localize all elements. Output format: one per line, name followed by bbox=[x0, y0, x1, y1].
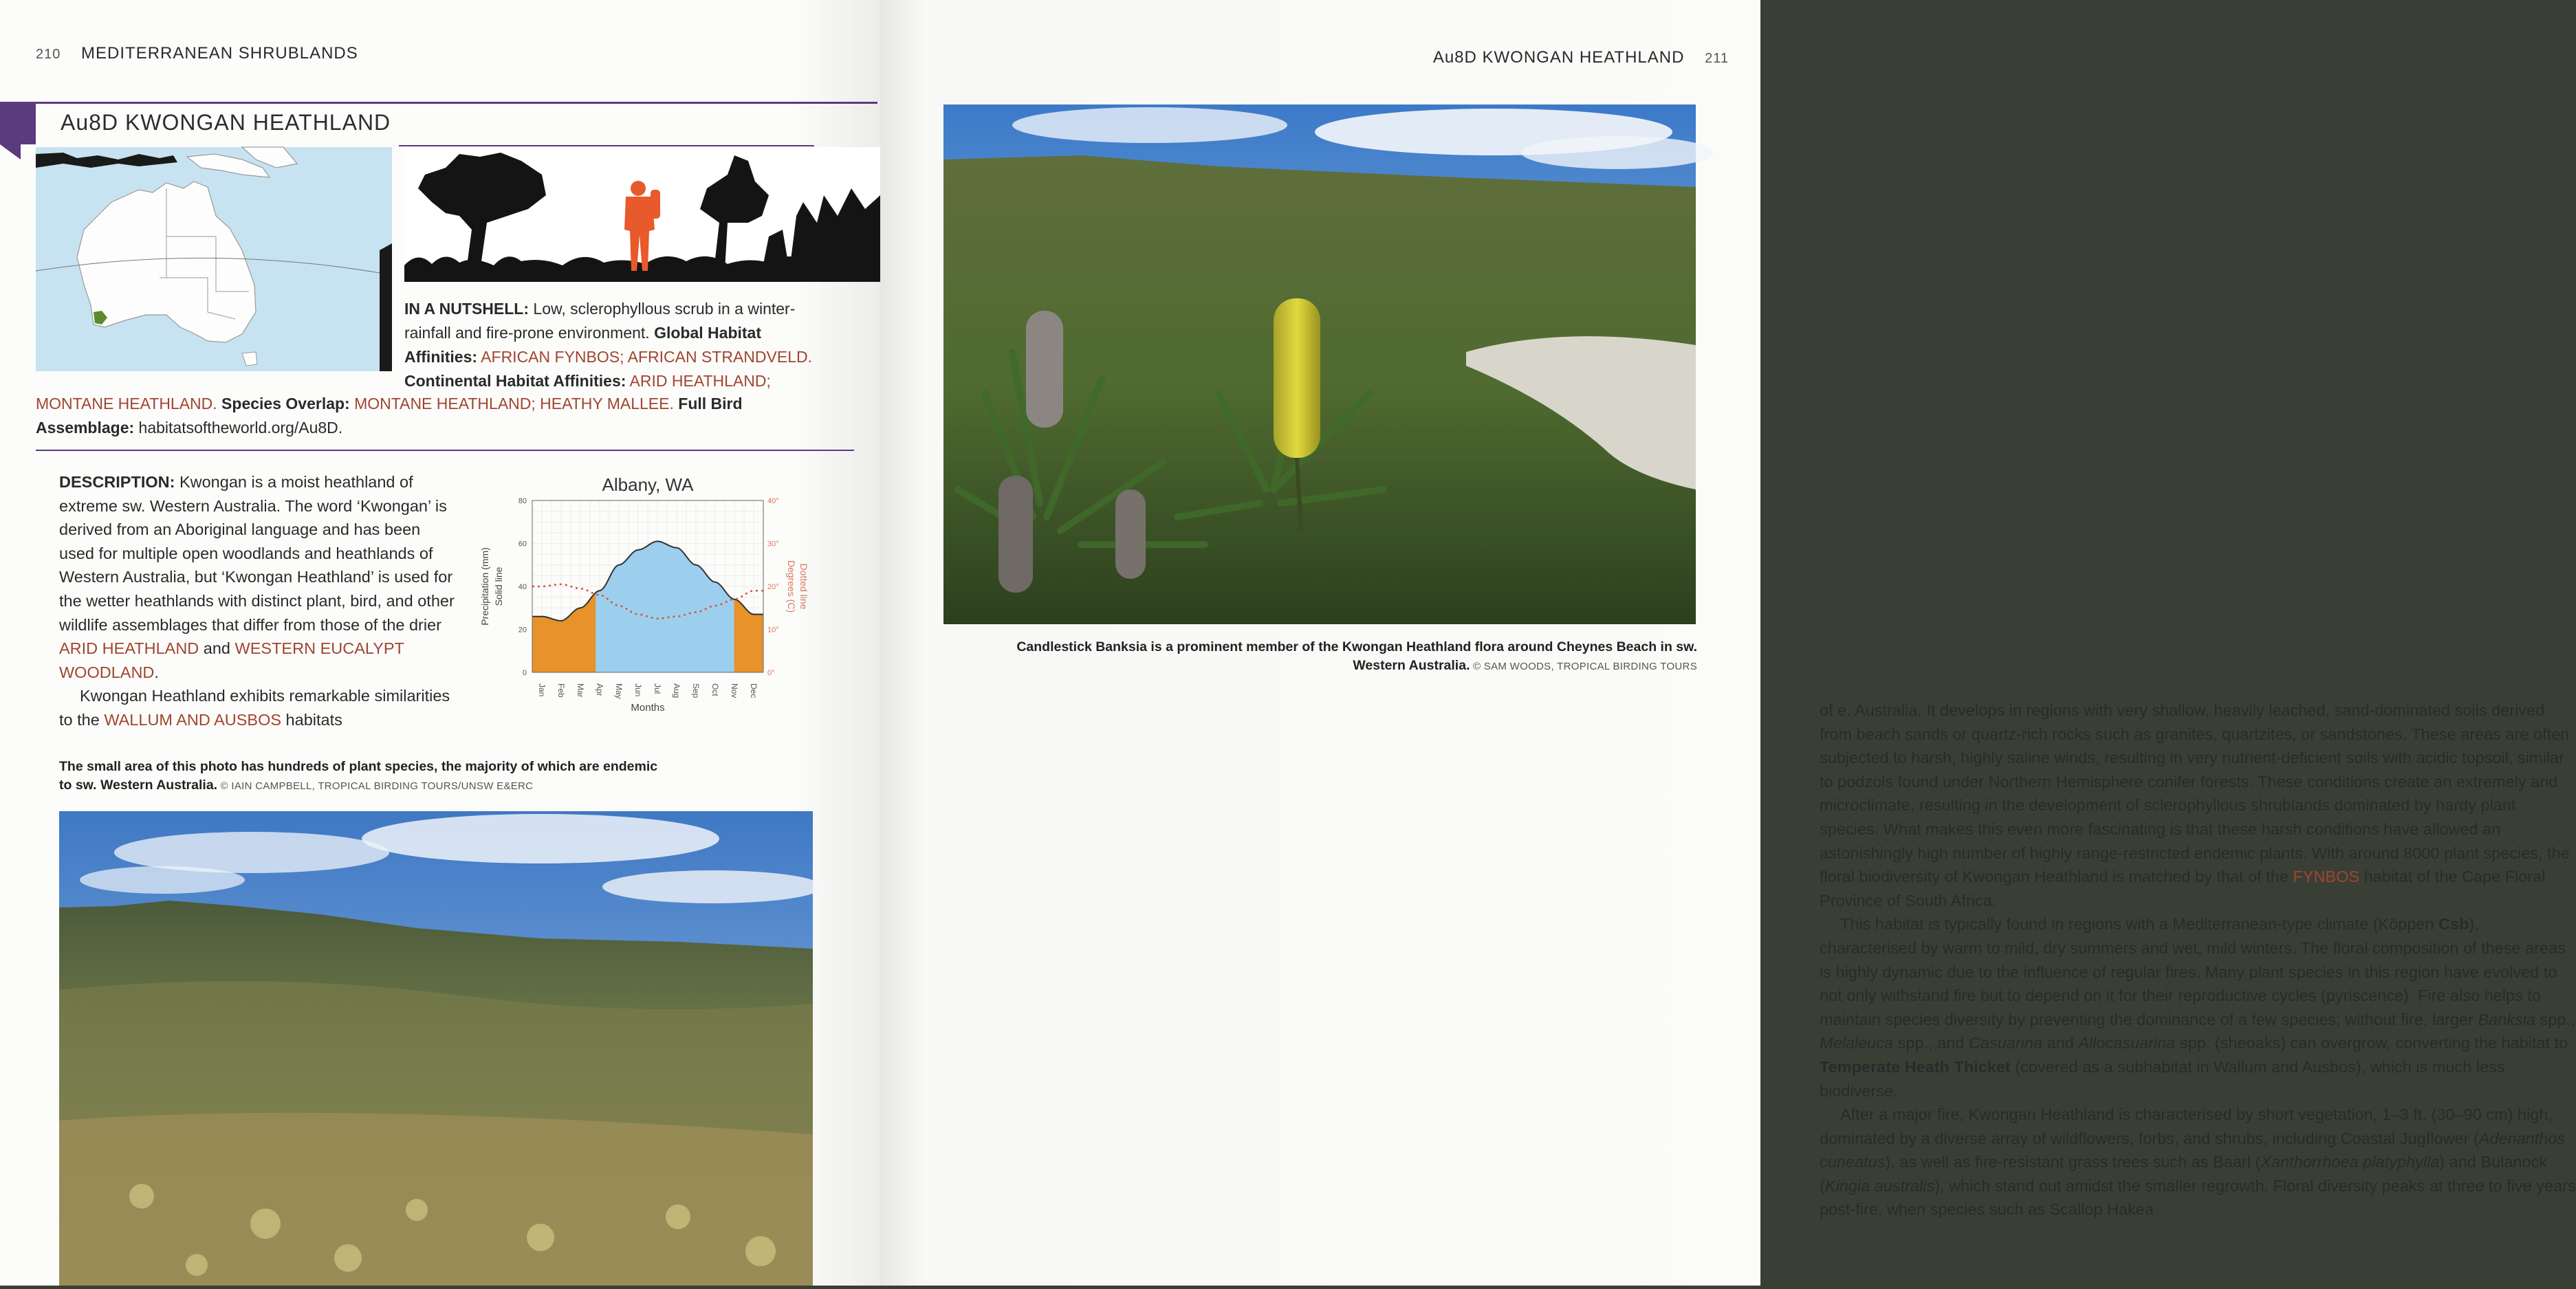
banksia-photo-credit: © SAM WOODS, TROPICAL BIRDING TOURS bbox=[1470, 661, 1697, 672]
x-tick-label: Oct bbox=[710, 683, 720, 696]
precip-area bbox=[706, 573, 708, 672]
precip-area bbox=[549, 618, 552, 672]
y-tick-right: 0° bbox=[767, 669, 775, 677]
precip-area bbox=[710, 578, 712, 672]
precip-area bbox=[682, 551, 684, 672]
precip-area bbox=[565, 618, 567, 672]
precip-area bbox=[721, 586, 723, 672]
precip-area bbox=[711, 580, 713, 672]
nutshell-label: IN A NUTSHELL: bbox=[404, 300, 530, 318]
lower-photo-caption bbox=[59, 758, 664, 795]
precip-area bbox=[552, 619, 554, 672]
y-tick-right: 40° bbox=[767, 497, 779, 505]
y-axis-label-right-2: Dotted line bbox=[798, 563, 809, 610]
y-tick-left: 80 bbox=[518, 497, 527, 505]
precip-area bbox=[694, 564, 696, 672]
precip-area bbox=[748, 611, 750, 672]
habitat-silhouette bbox=[404, 147, 880, 282]
y-tick-left: 40 bbox=[518, 583, 527, 591]
precip-area bbox=[542, 617, 544, 672]
description-label: DESCRIPTION: bbox=[59, 473, 175, 491]
precip-area bbox=[708, 576, 710, 672]
precip-area bbox=[692, 563, 694, 672]
precip-area bbox=[679, 548, 681, 672]
x-tick-label: Dec bbox=[749, 683, 758, 698]
left-page bbox=[0, 0, 880, 1286]
title-underline bbox=[399, 145, 814, 146]
precip-area bbox=[571, 613, 573, 672]
precip-area bbox=[576, 608, 578, 672]
left-page-number: 210 bbox=[36, 47, 61, 62]
y-tick-left: 60 bbox=[518, 540, 527, 549]
description-p1: Kwongan is a moist heathland of extreme sw. Western Australia. The word ‘Kwongan’ is derived from an Aboriginal language and has been used for multiple open woodlands and heathlands of Western Australia, but ‘Kwongan Heathland’ is used for the wetter heathlands with distinct plant, bird, and other wildlife assemblages that differ from those of the drier bbox=[59, 473, 455, 634]
banksia-caption-text: Candlestick Banksia is a prominent member of the Kwongan Heathland flora around Cheynes Beach in sw. Western Australia. bbox=[1016, 639, 1697, 673]
precip-area bbox=[580, 608, 582, 672]
precip-area bbox=[602, 588, 604, 672]
precip-area bbox=[715, 582, 717, 672]
precip-area bbox=[546, 617, 548, 672]
x-tick-label: Feb bbox=[556, 683, 566, 698]
precip-area bbox=[634, 550, 636, 672]
precip-area bbox=[736, 599, 739, 672]
precip-area bbox=[604, 585, 606, 672]
nutshell-summary: Low, sclerophyllous scrub in a winter-rainfall and fire-prone environment. bbox=[404, 300, 796, 342]
precip-area bbox=[575, 609, 577, 672]
taxon-xanthorrhoea: Xanthorrhoea platyphylla bbox=[2260, 1153, 2440, 1171]
precip-area bbox=[657, 541, 659, 672]
precip-area bbox=[586, 602, 588, 672]
bird-assemblage-url[interactable]: habitatsoftheworld.org/Au8D. bbox=[134, 419, 343, 437]
precip-area bbox=[611, 571, 613, 672]
precip-area bbox=[646, 546, 648, 672]
precip-area bbox=[578, 608, 580, 672]
precip-area bbox=[556, 620, 558, 672]
precip-area bbox=[719, 584, 721, 672]
temperate-heath-thicket: Temperate Heath Thicket bbox=[1820, 1057, 2011, 1076]
link-arid-heathland[interactable]: ARID HEATHLAND bbox=[59, 639, 199, 658]
precip-area bbox=[557, 620, 559, 672]
continental-affinity-link-2[interactable]: MONTANE HEATHLAND. bbox=[36, 395, 217, 412]
precip-area bbox=[752, 614, 754, 672]
precip-area bbox=[703, 571, 706, 672]
taxon-melaleuca: Melaleuca bbox=[1820, 1034, 1894, 1053]
precip-area bbox=[684, 554, 686, 672]
habitat-tab-marker bbox=[0, 102, 36, 144]
precip-area bbox=[588, 599, 590, 672]
species-overlap-links[interactable]: MONTANE HEATHLAND; HEATHY MALLEE. bbox=[349, 395, 674, 412]
taxon-kingia: Kingia australis bbox=[1824, 1176, 1935, 1195]
precip-area bbox=[624, 560, 626, 672]
x-tick-label: Jan bbox=[537, 683, 547, 697]
precip-area bbox=[730, 597, 732, 672]
body-p3-c: ) and Bulanock ( bbox=[1820, 1153, 2548, 1195]
precip-area bbox=[727, 593, 729, 672]
precip-area bbox=[662, 542, 664, 672]
x-tick-label: Nov bbox=[730, 683, 739, 698]
precip-area bbox=[592, 595, 594, 672]
y-tick-right: 30° bbox=[767, 540, 779, 549]
precip-area bbox=[563, 619, 565, 672]
precip-area bbox=[621, 563, 623, 672]
left-section-title: MEDITERRANEAN SHRUBLANDS bbox=[81, 44, 358, 63]
precip-area bbox=[596, 591, 598, 672]
x-tick-label: Jul bbox=[653, 683, 662, 694]
body-p2-d: spp., and bbox=[1893, 1034, 1969, 1053]
x-tick-label: Sep bbox=[691, 683, 701, 698]
body-p2-b: ), characterised by warm to mild, dry summers and wet, mild winters. The floral composition of these areas is highly dynamic due to the influence of regular fires. Many plant species in this region have evolved to not only withstand fire but to depend on it for their reproductive cycles (pyriscence). Fire also helps to maintain species diversity by preventing the dominance of a few species; without fire, larger bbox=[1820, 915, 2566, 1028]
precip-area bbox=[638, 550, 640, 672]
koppen-code: Csb bbox=[2438, 915, 2469, 934]
taxon-allocasuarina: Allocasuarina bbox=[2078, 1034, 2176, 1053]
body-p2-c: spp., bbox=[2535, 1010, 2575, 1028]
precip-area bbox=[650, 543, 652, 672]
precip-area bbox=[559, 621, 561, 672]
precip-area bbox=[609, 574, 611, 672]
banksia-caption bbox=[975, 638, 1697, 676]
body-p2: This habitat is typically found in regions with a Mediterranean-type climate (Köppen bbox=[1840, 915, 2438, 934]
chart-title: Albany, WA bbox=[602, 474, 694, 495]
precip-area bbox=[544, 617, 546, 672]
precip-area bbox=[617, 565, 619, 672]
body-p3-d: ), which stand out amidst the smaller regrowth. Floral diversity peaks at three to five years post-fire, when species such as Scallop Hakea bbox=[1820, 1176, 2576, 1219]
continental-affinity-link[interactable]: ARID HEATHLAND; bbox=[626, 372, 771, 390]
description-text bbox=[59, 470, 458, 732]
precip-area bbox=[644, 547, 646, 672]
precip-area bbox=[613, 568, 615, 672]
y-tick-right: 10° bbox=[767, 626, 779, 635]
bird-assemblage-label: Full Bird Assemblage: bbox=[36, 395, 743, 437]
x-axis-label: Months bbox=[631, 702, 665, 714]
precip-area bbox=[729, 595, 731, 672]
body-p3-b: ), as well as fire-resistant grass trees such as Baarl ( bbox=[1885, 1153, 2261, 1171]
climate-chart bbox=[474, 470, 811, 718]
x-tick-label: May bbox=[614, 683, 624, 699]
precip-area bbox=[623, 562, 625, 672]
section-divider bbox=[36, 450, 854, 451]
precip-area bbox=[573, 610, 575, 672]
precip-area bbox=[633, 551, 635, 672]
precip-area bbox=[652, 542, 654, 672]
description-p1-and: and bbox=[199, 639, 235, 658]
precip-area bbox=[663, 542, 665, 672]
precip-area bbox=[600, 590, 602, 672]
body-p2-e: and bbox=[2042, 1034, 2079, 1053]
precip-area bbox=[605, 582, 607, 672]
precip-area bbox=[732, 599, 734, 672]
precip-area bbox=[598, 591, 600, 672]
range-map bbox=[36, 147, 392, 371]
precip-area bbox=[665, 544, 667, 672]
precip-area bbox=[594, 593, 596, 672]
precip-area bbox=[690, 561, 692, 672]
precip-area bbox=[619, 564, 621, 672]
left-running-header bbox=[36, 44, 358, 63]
precip-area bbox=[700, 566, 702, 672]
precip-area bbox=[636, 550, 638, 672]
global-affinities-links[interactable]: AFRICAN FYNBOS; AFRICAN STRANDVELD. bbox=[477, 348, 812, 366]
x-tick-label: Aug bbox=[672, 683, 681, 698]
body-p1-end: habitat of the Cape Floral Province of South Africa. bbox=[1820, 868, 2546, 910]
precip-area bbox=[744, 607, 746, 672]
precip-area bbox=[717, 582, 719, 672]
precip-area bbox=[615, 566, 617, 672]
body-p2-g: (covered as a subhabitat in Wallum and Ausbos), which is much less biodiverse. bbox=[1820, 1057, 2505, 1100]
banksia-photo bbox=[943, 104, 1696, 624]
precip-area bbox=[739, 601, 741, 672]
description-p2: Kwongan Heathland exhibits remarkable similarities to the bbox=[59, 687, 450, 729]
precip-area bbox=[675, 547, 677, 672]
species-overlap-label: Species Overlap: bbox=[217, 395, 350, 412]
x-tick-label: Jun bbox=[633, 683, 643, 697]
precip-area bbox=[648, 544, 650, 672]
precip-area bbox=[607, 578, 609, 673]
right-page-number: 211 bbox=[1705, 51, 1729, 66]
precip-area bbox=[671, 547, 673, 672]
precip-area bbox=[532, 617, 542, 672]
y-axis-label-right: Degrees (C) bbox=[786, 560, 797, 613]
heathland-photo bbox=[59, 811, 813, 1286]
precip-area bbox=[590, 597, 592, 672]
y-axis-label-left-2: Solid line bbox=[493, 566, 504, 606]
precip-area bbox=[723, 588, 725, 672]
y-axis-label-left: Precipitation (mm) bbox=[479, 547, 490, 626]
precip-area bbox=[547, 617, 549, 672]
precip-area bbox=[569, 615, 571, 672]
precip-area bbox=[746, 609, 748, 672]
precip-area bbox=[653, 542, 655, 672]
precip-area bbox=[640, 549, 642, 672]
y-tick-right: 20° bbox=[767, 583, 779, 591]
precip-area bbox=[554, 619, 556, 672]
precip-area bbox=[582, 606, 585, 672]
link-western-eucalypt-woodland[interactable]: WESTERN EUCALYPT WOODLAND bbox=[59, 639, 404, 681]
precip-area bbox=[754, 615, 763, 672]
link-wallum-ausbos[interactable]: WALLUM AND AUSBOS bbox=[104, 710, 282, 729]
right-page bbox=[880, 0, 2576, 1286]
right-running-header bbox=[1433, 48, 1729, 67]
precip-area bbox=[567, 616, 569, 672]
precip-area bbox=[626, 558, 629, 672]
lower-photo-credit: © IAIN CAMPBELL, TROPICAL BIRDING TOURS/UNSW E&ERC bbox=[217, 780, 534, 792]
taxon-adenanthos: Adenanthos cuneatus bbox=[1820, 1129, 2566, 1171]
right-section-title: Au8D KWONGAN HEATHLAND bbox=[1432, 48, 1685, 67]
nutshell-continued bbox=[36, 392, 827, 440]
precip-area bbox=[642, 548, 644, 672]
precip-area bbox=[659, 542, 662, 672]
body-p1: of e. Australia. It develops in regions with very shallow, heavily leached, sand-dominated soils derived from beach sands or quartz-rich rocks such as granites, quartzites, or sandstones. These areas are often subjected to harsh, highly saline winds, resulting in very nutrient-deficient soils with acidic topsoil, similar to podzols found under Northern Hemisphere conifer forests. These conditions create an extremely arid microclimate, resulting in the development of sclerophyllous shrublands dominated by hardy plant species. What makes this even more fascinating is that these harsh conditions have allowed an astonishingly high number of highly range-restricted endemic plants. With around 8000 plant species, the floral biodiversity of Kwongan Heathland is matched by that of the bbox=[1820, 701, 2570, 886]
precip-area bbox=[673, 547, 675, 672]
precip-area bbox=[698, 565, 700, 672]
precip-area bbox=[561, 620, 563, 672]
precip-area bbox=[585, 604, 587, 672]
body-text bbox=[1820, 698, 2576, 1222]
precip-area bbox=[740, 602, 742, 672]
nutshell-text bbox=[404, 297, 831, 393]
continental-affinities-label: Continental Habitat Affinities: bbox=[404, 372, 626, 390]
precip-area bbox=[742, 604, 744, 672]
body-p2-f: spp. (sheoaks) can overgrow, converting the habitat to bbox=[2175, 1034, 2568, 1053]
global-affinities-label: Global Habitat Affinities: bbox=[404, 324, 761, 366]
precip-area bbox=[696, 565, 698, 672]
habitat-title: Au8D KWONGAN HEATHLAND bbox=[61, 110, 391, 135]
precip-area bbox=[655, 541, 657, 672]
x-tick-label: Mar bbox=[576, 683, 585, 698]
y-tick-left: 20 bbox=[518, 626, 527, 635]
y-tick-left: 0 bbox=[522, 669, 527, 677]
precip-area bbox=[713, 582, 715, 672]
precip-area bbox=[688, 559, 690, 672]
precip-area bbox=[734, 599, 736, 672]
description-p1-end: . bbox=[154, 663, 159, 681]
link-fynbos[interactable]: FYNBOS bbox=[2293, 868, 2360, 886]
lower-photo-caption-text: The small area of this photo has hundreds of plant species, the majority of which are endemic to sw. Western Australia. bbox=[59, 759, 658, 793]
body-p3: After a major fire, Kwongan Heathland is characterised by short vegetation, 1–3 ft. (30–90 cm) high, dominated by a diverse array of wildflowers, forbs, and shrubs, including Coastal Jugflower ( bbox=[1820, 1105, 2553, 1147]
taxon-casuarina: Casuarina bbox=[1968, 1034, 2042, 1053]
precip-area bbox=[677, 548, 679, 672]
precip-area bbox=[681, 549, 683, 672]
precip-area bbox=[669, 545, 671, 672]
precip-area bbox=[750, 613, 752, 672]
taxon-banksia: Banksia bbox=[2478, 1010, 2536, 1028]
precip-area bbox=[686, 556, 688, 672]
precip-area bbox=[701, 569, 703, 672]
precip-area bbox=[629, 555, 631, 672]
description-p2-end: habitats bbox=[281, 710, 342, 729]
x-tick-label: Apr bbox=[595, 683, 604, 696]
precip-area bbox=[667, 544, 669, 672]
